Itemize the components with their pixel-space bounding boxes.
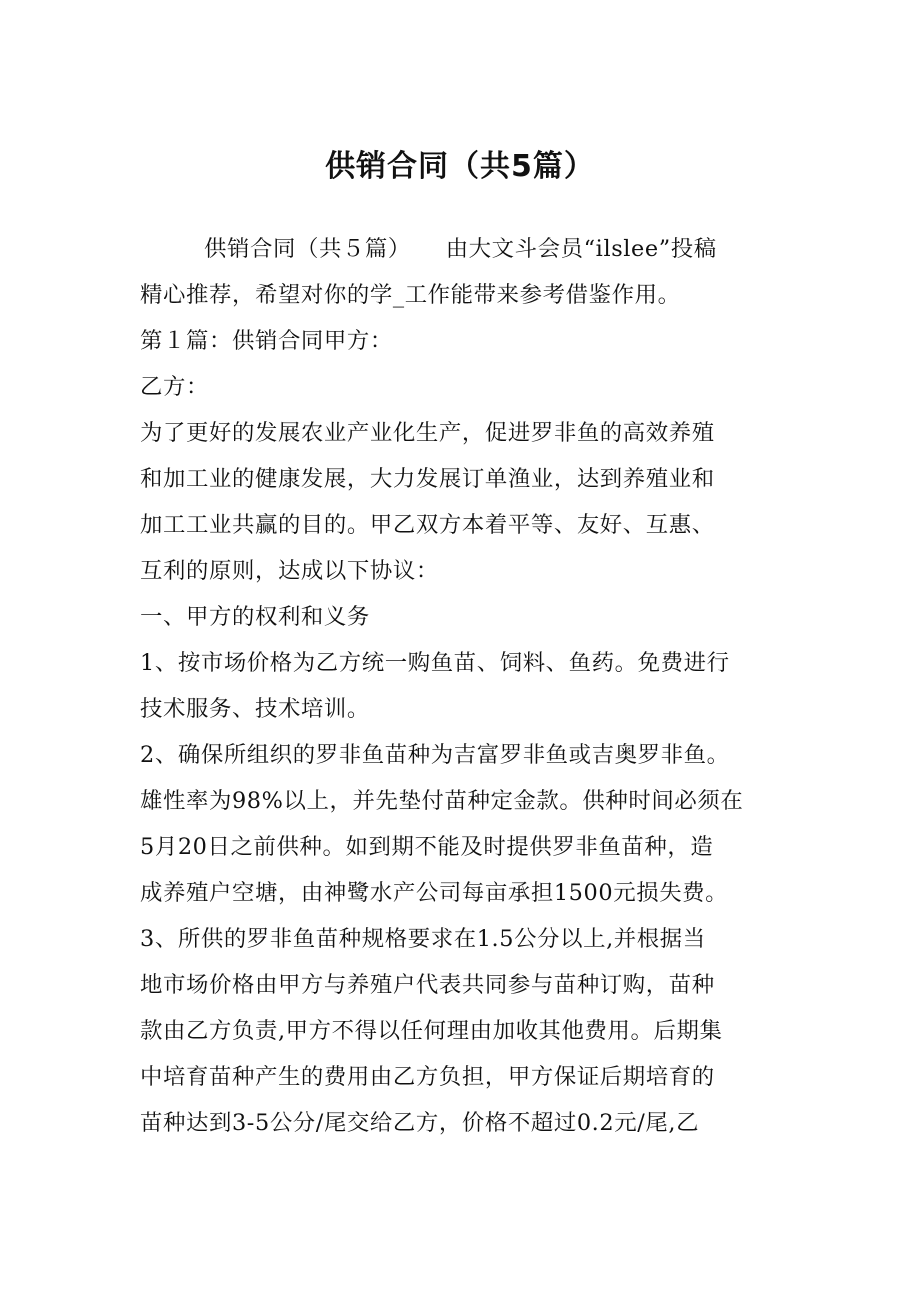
paragraph-line-5: 为了更好的发展农业产业化生产，促进罗非鱼的高效养殖	[140, 420, 715, 446]
paragraph-line-2: 精心推荐，希望对你的学_工作能带来参考借鉴作用。	[140, 282, 681, 308]
clause-3-line-4: 中培育苗种产生的费用由乙方负担，甲方保证后期培育的	[140, 1064, 715, 1090]
party-b-label: 乙方：	[140, 374, 209, 400]
clause-1-line-1: 1、按市场价格为乙方统一购鱼苗、饲料、鱼药。免费进行	[140, 650, 730, 676]
clause-2-line-2: 雄性率为98%以上，并先垫付苗种定金款。供种时间必须在	[140, 788, 744, 814]
paragraph-line-1: 供销合同（共５篇） 由大文斗会员“ilslee”投稿	[204, 236, 717, 262]
clause-3-line-3: 款由乙方负责,甲方不得以任何理由加收其他费用。后期集	[140, 1018, 723, 1044]
clause-3-line-1: 3、所供的罗非鱼苗种规格要求在1.5公分以上,并根据当	[140, 926, 706, 952]
paragraph-line-8: 互利的原则，达成以下协议：	[140, 558, 439, 584]
document-body	[140, 226, 790, 1146]
clause-3-line-5: 苗种达到3-5公分/尾交给乙方，价格不超过0.2元/尾,乙	[140, 1110, 700, 1136]
clause-2-line-1: 2、确保所组织的罗非鱼苗种为吉富罗非鱼或吉奥罗非鱼。	[140, 742, 730, 768]
document-title: 供销合同（共5篇）	[325, 149, 595, 184]
clause-1-line-2: 技术服务、技术培训。	[140, 696, 370, 722]
clause-heading-1: 一、甲方的权利和义务	[140, 604, 370, 630]
paragraph-line-6: 和加工业的健康发展，大力发展订单渔业，达到养殖业和	[140, 466, 715, 492]
clause-3-line-2: 地市场价格由甲方与养殖户代表共同参与苗种订购，苗种	[140, 972, 715, 998]
section-heading-1: 第１篇：供销合同甲方：	[140, 328, 393, 354]
clause-2-line-3: 5月20日之前供种。如到期不能及时提供罗非鱼苗种，造	[140, 834, 714, 860]
clause-2-line-4: 成养殖户空塘，由神鹭水产公司每亩承担1500元损失费。	[140, 880, 729, 906]
paragraph-line-7: 加工工业共赢的目的。甲乙双方本着平等、友好、互惠、	[140, 512, 715, 538]
